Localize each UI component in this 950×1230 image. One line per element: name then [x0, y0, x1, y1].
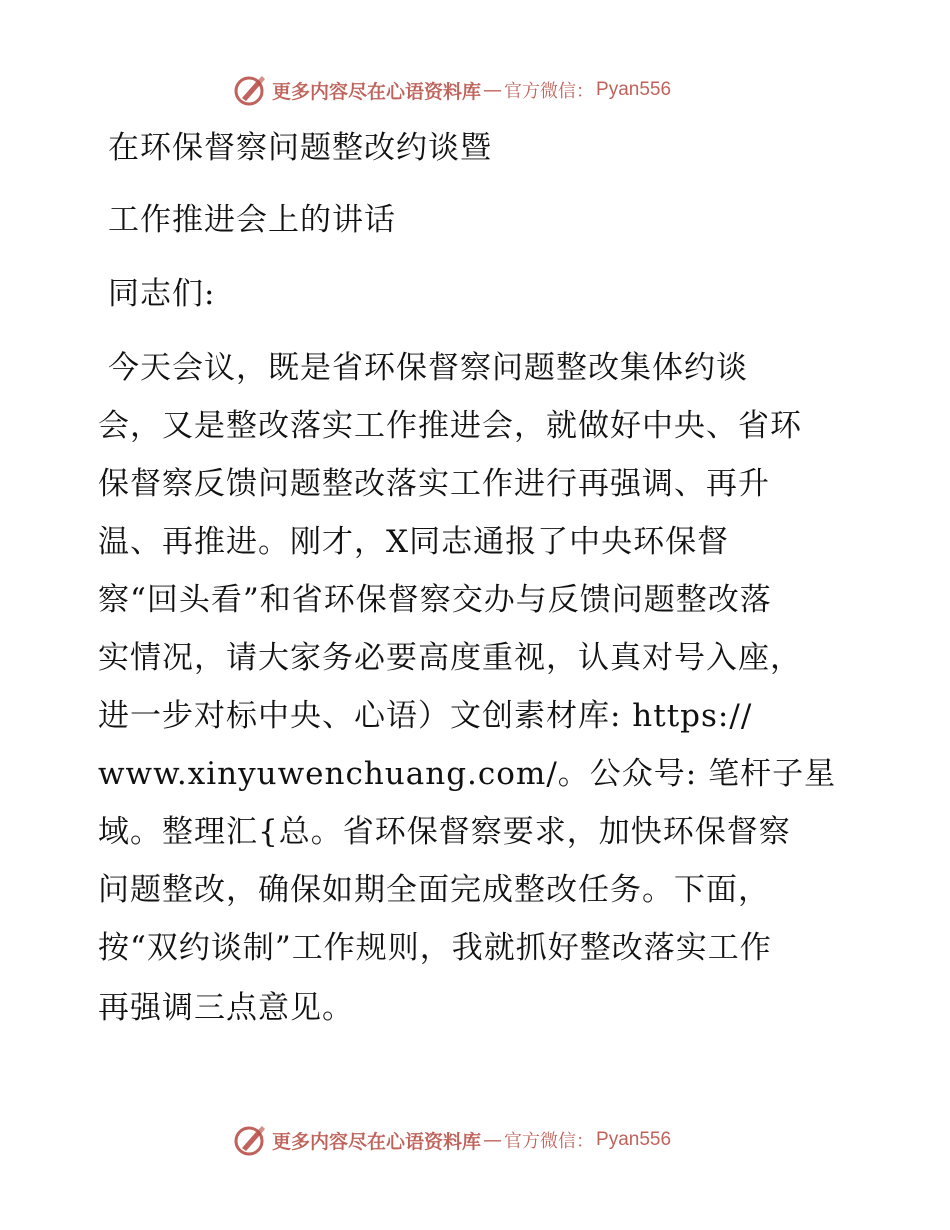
body-line: 察“回头看”和省环保督察交办与反馈问题整改落	[98, 582, 772, 618]
title-line-1: 在环保督察问题整改约谈暨	[108, 130, 492, 166]
body-line: 进一步对标中央、心语）文创素材库: https://	[98, 698, 753, 734]
body-line: www.xinyuwenchuang.com/。公众号: 笔杆子星	[98, 756, 837, 792]
watermark-id: Pyan556	[596, 79, 672, 100]
watermark-banner-bottom	[232, 1120, 671, 1160]
watermark-text: 更多内容尽在心语资料库	[272, 80, 482, 103]
watermark-text: 更多内容尽在心语资料库	[272, 1130, 482, 1153]
body-line: 保督察反馈问题整改落实工作进行再强调、再升	[98, 466, 770, 502]
body-line: 实情况，请大家务必要高度重视，认真对号入座，	[98, 640, 802, 676]
body-line: 会，又是整改落实工作推进会，就做好中央、省环	[98, 408, 802, 444]
watermark-label: 官方微信：	[504, 81, 595, 102]
watermark-banner-top	[232, 70, 671, 110]
body-line: 今天会议，既是省环保督察问题整改集体约谈	[108, 350, 748, 386]
watermark-label: 官方微信：	[504, 1131, 595, 1152]
salutation: 同志们:	[108, 276, 216, 312]
watermark-dash: —	[483, 79, 503, 101]
body-line: 域。整理汇{总。省环保督察要求，加快环保督察	[98, 814, 791, 850]
body-line: 按“双约谈制”工作规则，我就抓好整改落实工作	[98, 930, 772, 966]
body-line: 问题整改，确保如期全面完成整改任务。下面，	[98, 872, 770, 908]
body-line: 再强调三点意见。	[98, 990, 354, 1026]
pen-logo-icon	[232, 1122, 268, 1158]
watermark-id: Pyan556	[596, 1129, 672, 1150]
title-line-2: 工作推进会上的讲话	[108, 202, 396, 238]
pen-logo-icon	[232, 72, 268, 108]
body-line: 温、再推进。刚才，X同志通报了中央环保督	[98, 524, 730, 560]
watermark-dash: —	[483, 1129, 503, 1151]
